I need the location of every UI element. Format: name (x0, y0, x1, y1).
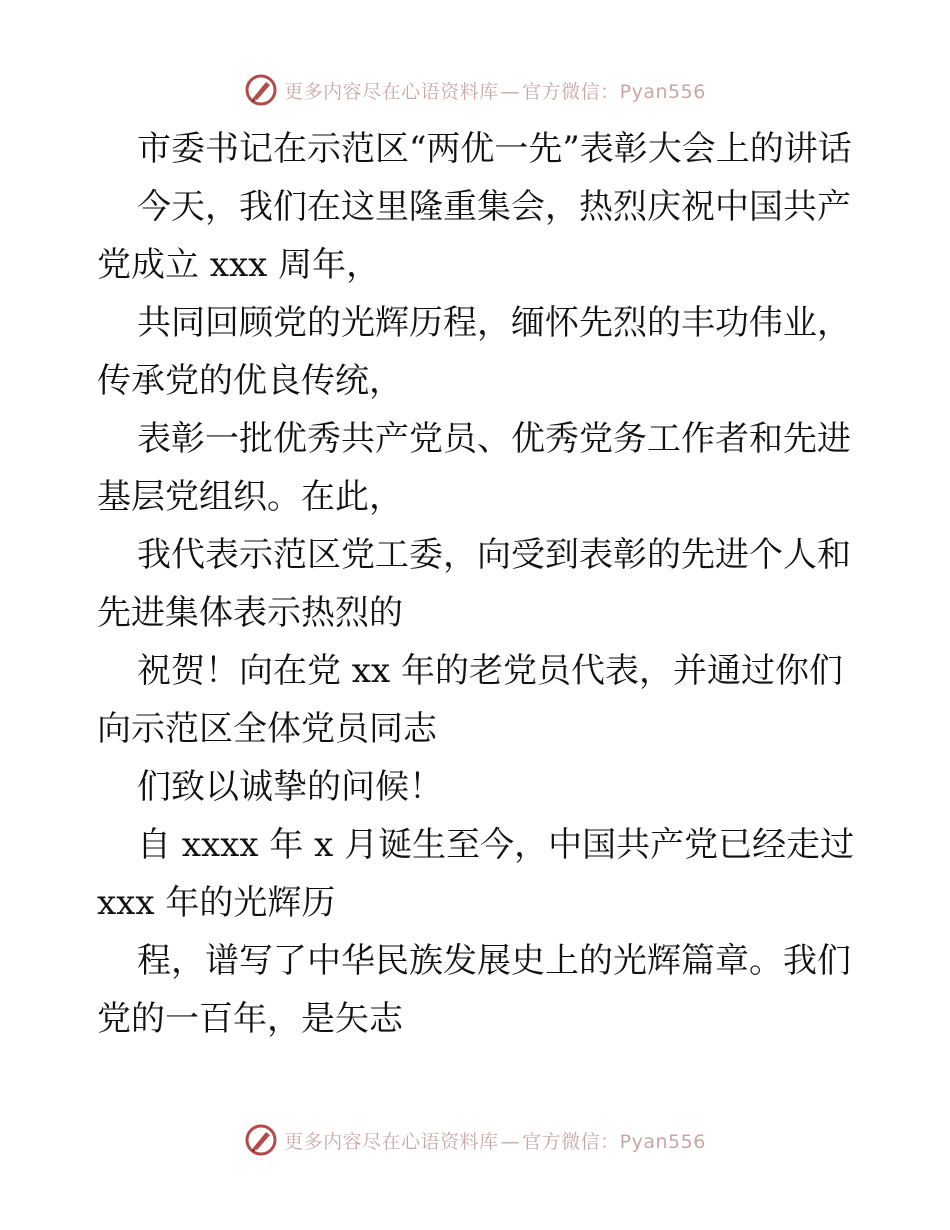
paragraph: 程，谱写了中华民族发展史上的光辉篇章。我们党的一百年，是矢志 (97, 941, 851, 1039)
watermark-text: 更多内容尽在心语资料库 — 官方微信：Pyan556 (284, 1130, 706, 1153)
paragraph: 们致以诚挚的问候！ (137, 767, 443, 807)
paragraph: 我代表示范区党工委，向受到表彰的先进个人和先进集体表示热烈的 (97, 535, 851, 633)
header-watermark (0, 70, 950, 110)
logo-pen-circle-icon (244, 73, 278, 107)
watermark-text: 更多内容尽在心语资料库 — 官方微信：Pyan556 (284, 80, 706, 103)
paragraph: 表彰一批优秀共产党员、优秀党务工作者和先进基层党组织。在此， (97, 419, 851, 517)
document-body (97, 120, 857, 1048)
logo-pen-circle-icon (244, 1123, 278, 1157)
paragraph: 祝贺！向在党 xx 年的老党员代表，并通过你们向示范区全体党员同志 (97, 651, 843, 749)
paragraph: 共同回顾党的光辉历程，缅怀先烈的丰功伟业，传承党的优良传统， (97, 303, 851, 401)
paragraph: 自 xxxx 年 x 月诞生至今，中国共产党已经走过 xxx 年的光辉历 (97, 825, 855, 923)
document-title: 市委书记在示范区“两优一先”表彰大会上的讲话 (137, 129, 852, 169)
paragraph: 今天，我们在这里隆重集会，热烈庆祝中国共产党成立 xxx 周年， (97, 187, 851, 285)
footer-watermark (0, 1120, 950, 1160)
